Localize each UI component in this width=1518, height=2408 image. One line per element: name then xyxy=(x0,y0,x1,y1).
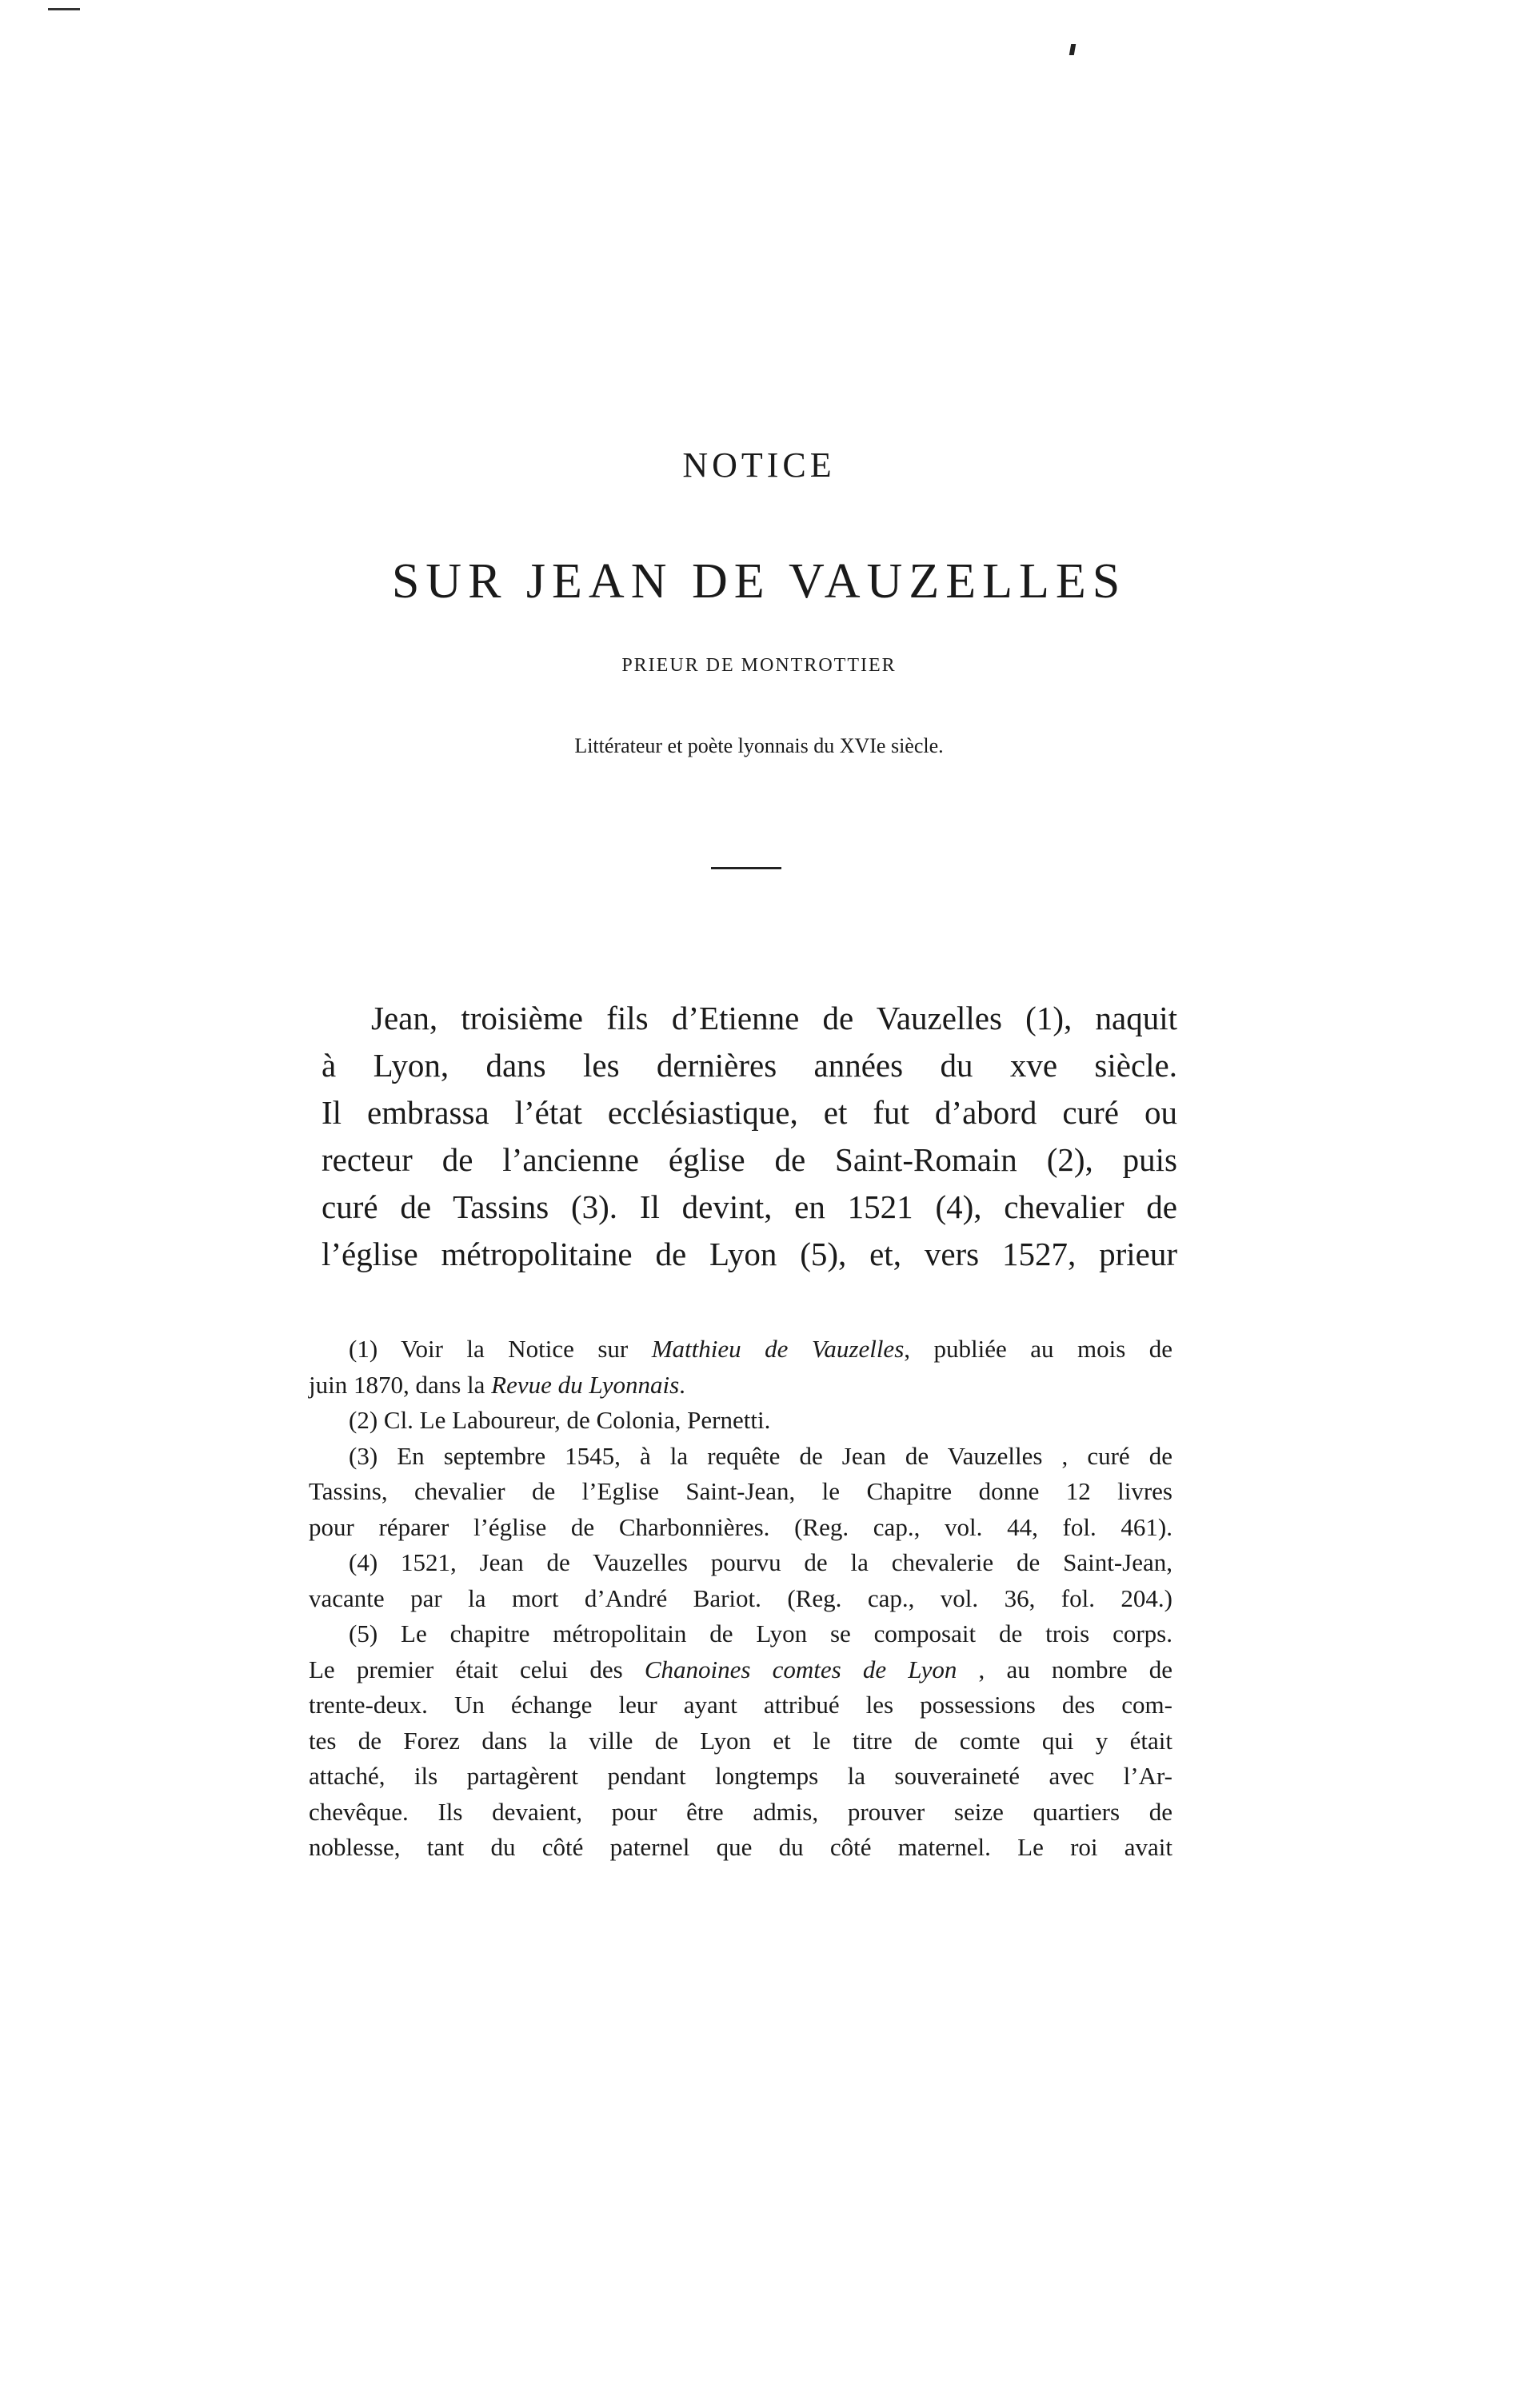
divider-rule xyxy=(711,867,781,869)
footnote-text: , au nombre de xyxy=(957,1655,1173,1683)
footnote-3-line: Tassins, chevalier de l’Eglise Saint-Jean, le Chapitre donne 12 livres xyxy=(309,1477,1172,1505)
footnote-italic-title: Matthieu de Vauzelles xyxy=(651,1335,905,1363)
scan-speck xyxy=(1069,44,1076,55)
body-line: à Lyon, dans les dernières années du xve siècle. xyxy=(322,1047,1177,1084)
footnote-text: (1) Voir la Notice sur xyxy=(349,1335,652,1363)
description: Littérateur et poète lyonnais du XVIe siècle. xyxy=(574,734,944,757)
footnote-2-line: (2) Cl. Le Laboureur, de Colonia, Pernetti. xyxy=(349,1406,771,1434)
footnote-1-line xyxy=(309,1332,1172,1368)
body-line: curé de Tassins (3). Il devint, en 1521 (4), chevalier de xyxy=(322,1188,1177,1225)
footnote-italic-title: Revue du Lyonnais xyxy=(491,1370,680,1399)
footnote-5-line xyxy=(309,1652,1172,1688)
footnote-text: , publiée au mois de xyxy=(904,1335,1172,1363)
footnote-3-line: pour réparer l’église de Charbonnières. (Reg. cap., vol. 44, fol. 461). xyxy=(309,1512,1172,1541)
footnotes xyxy=(309,1332,1172,1866)
heading-notice: NOTICE xyxy=(682,445,836,485)
subtitle: PRIEUR DE MONTROTTIER xyxy=(621,655,897,676)
footnote-5-line: chevêque. Ils devaient, pour être admis, prouver seize quartiers de xyxy=(309,1797,1172,1826)
footnote-5-line: noblesse, tant du côté paternel que du côté maternel. Le roi avait xyxy=(309,1833,1172,1861)
body-line: l’église métropolitaine de Lyon (5), et, vers 1527, prieur xyxy=(322,1236,1177,1272)
body-line: Il embrassa l’état ecclésiastique, et fut d’abord curé ou xyxy=(322,1094,1177,1131)
footnote-italic-title: Chanoines comtes de Lyon xyxy=(644,1655,957,1683)
body-line: recteur de l’ancienne église de Saint-Romain (2), puis xyxy=(322,1141,1177,1178)
scan-mark xyxy=(48,8,80,10)
footnote-1-line xyxy=(309,1368,1172,1404)
page-title: SUR JEAN DE VAUZELLES xyxy=(391,554,1127,609)
footnote-text: Le premier était celui des xyxy=(309,1655,645,1683)
footnote-3-line: (3) En septembre 1545, à la requête de Jean de Vauzelles , curé de xyxy=(349,1441,1172,1470)
footnote-5-line: trente-deux. Un échange leur ayant attribué les possessions des com- xyxy=(309,1691,1172,1719)
footnote-5-line: tes de Forez dans la ville de Lyon et le titre de comte qui y était xyxy=(309,1726,1172,1755)
body-line: Jean, troisième fils d’Etienne de Vauzelles (1), naquit xyxy=(371,1000,1177,1036)
footnote-text: . xyxy=(679,1370,685,1399)
body-paragraph xyxy=(322,995,1177,1278)
footnote-5-line: (5) Le chapitre métropolitain de Lyon se composait de trois corps. xyxy=(349,1619,1172,1647)
footnote-text: juin 1870, dans la xyxy=(309,1370,492,1399)
footnote-5-line: attaché, ils partagèrent pendant longtemps la souveraineté avec l’Ar- xyxy=(309,1762,1172,1790)
footnote-4-line: (4) 1521, Jean de Vauzelles pourvu de la chevalerie de Saint-Jean, xyxy=(349,1548,1172,1576)
footnote-4-line: vacante par la mort d’André Bariot. (Reg. cap., vol. 36, fol. 204.) xyxy=(309,1583,1172,1612)
